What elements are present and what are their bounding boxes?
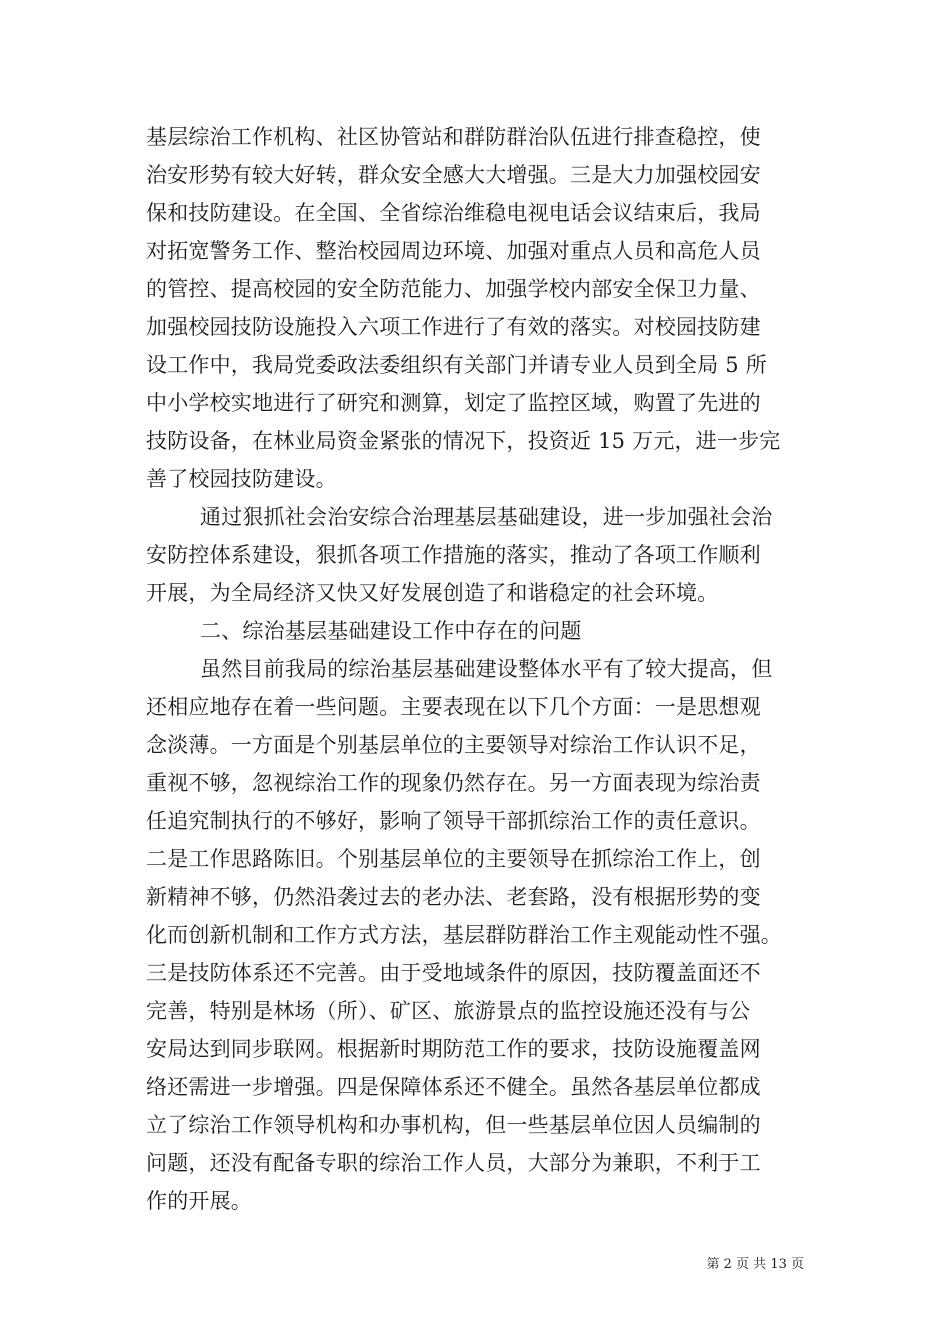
text-line: 还相应地存在着一些问题。主要表现在以下几个方面：一是思想观 xyxy=(146,695,761,719)
text-line: 络还需进一步增强。四是保障体系还不健全。虽然各基层单位都成 xyxy=(146,1075,761,1099)
text-line: 三是技防体系还不完善。由于受地域条件的原因，技防覆盖面还不 xyxy=(146,961,761,985)
text-line: 完善，特别是林场（所）、矿区、旅游景点的监控设施还没有与公 xyxy=(146,999,751,1023)
text-line: 中小学校实地进行了研究和测算，划定了监控区域，购置了先进的 xyxy=(146,391,761,415)
text-line: 化而创新机制和工作方式方法，基层群防群治工作主观能动性不强。 xyxy=(146,923,782,947)
text-line: 任追究制执行的不够好，影响了领导干部抓综治工作的责任意识。 xyxy=(146,809,761,833)
text-line: 治安形势有较大好转，群众安全感大大增强。三是大力加强校园安 xyxy=(146,163,761,187)
text-line: 保和技防建设。在全国、全省综治维稳电视电话会议结束后，我局 xyxy=(146,201,761,225)
text-line: 善了校园技防建设。 xyxy=(146,467,337,491)
text-line: 基层综治工作机构、社区协管站和群防群治队伍进行排查稳控，使 xyxy=(146,125,761,149)
text-line: 开展，为全局经济又快又好发展创造了和谐稳定的社会环境。 xyxy=(146,581,719,605)
page-number: 第 2 页 共 13 页 xyxy=(706,1257,804,1272)
text-line: 加强校园技防设施投入六项工作进行了有效的落实。对校园技防建 xyxy=(146,315,761,339)
text-line: 问题，还没有配备专职的综治工作人员，大部分为兼职，不利于工 xyxy=(146,1151,761,1175)
text-line: 技防设备，在林业局资金紧张的情况下，投资近 15 万元，进一步完 xyxy=(146,429,781,453)
text-line: 安局达到同步联网。根据新时期防范工作的要求，技防设施覆盖网 xyxy=(146,1037,761,1061)
text-line: 设工作中，我局党委政法委组织有关部门并请专业人员到全局 5 所 xyxy=(146,353,767,377)
text-line: 安防控体系建设，狠抓各项工作措施的落实，推动了各项工作顺利 xyxy=(146,543,761,567)
section-heading: 二、综治基层基础建设工作中存在的问题 xyxy=(200,619,582,643)
text-line: 念淡薄。一方面是个别基层单位的主要领导对综治工作认识不足， xyxy=(146,733,761,757)
paragraph-first-line: 虽然目前我局的综治基层基础建设整体水平有了较大提高，但 xyxy=(200,657,773,681)
text-line: 新精神不够，仍然沿袭过去的老办法、老套路，没有根据形势的变 xyxy=(146,885,761,909)
text-line: 作的开展。 xyxy=(146,1189,252,1213)
text-line: 对拓宽警务工作、整治校园周边环境、加强对重点人员和高危人员 xyxy=(146,239,761,263)
text-line: 重视不够，忽视综治工作的现象仍然存在。另一方面表现为综治责 xyxy=(146,771,761,795)
paragraph-first-line: 通过狠抓社会治安综合治理基层基础建设，进一步加强社会治 xyxy=(200,505,773,529)
text-line: 立了综治工作领导机构和办事机构，但一些基层单位因人员编制的 xyxy=(146,1113,761,1137)
text-line: 的管控、提高校园的安全防范能力、加强学校内部安全保卫力量、 xyxy=(146,277,761,301)
text-line: 二是工作思路陈旧。个别基层单位的主要领导在抓综治工作上，创 xyxy=(146,847,761,871)
